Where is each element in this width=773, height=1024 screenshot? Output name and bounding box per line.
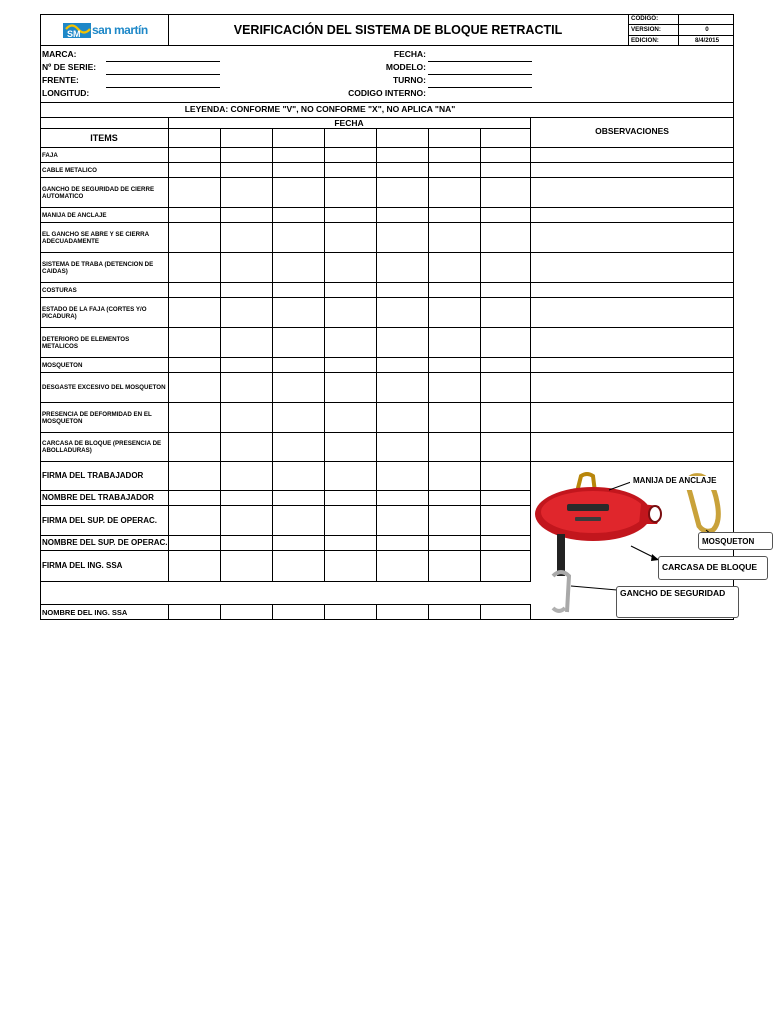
meta-edicion-value: 8/4/2015 xyxy=(694,37,720,44)
firma-trabajador-label: FIRMA DEL TRABAJADOR xyxy=(42,471,144,480)
field-turno-label: TURNO: xyxy=(392,75,426,85)
field-longitud-line[interactable] xyxy=(106,87,220,88)
field-turno-line[interactable] xyxy=(428,87,532,88)
item-faja: FAJA xyxy=(42,151,58,159)
item-deformidad-mosqueton: PRESENCIA DE DEFORMIDAD EN EL MOSQUETON xyxy=(42,410,152,425)
meta-edicion-label: EDICION: xyxy=(631,37,659,44)
callout-carcasa-bloque: CARCASA DE BLOQUE xyxy=(658,556,768,580)
observaciones-header: OBSERVACIONES xyxy=(595,126,669,136)
field-longitud-label: LONGITUD: xyxy=(42,88,90,98)
meta-codigo-label: CODIGO: xyxy=(631,15,659,22)
field-frente-line[interactable] xyxy=(106,74,220,75)
nombre-supervisor-label: NOMBRE DEL SUP. DE OPERAC. xyxy=(42,538,168,547)
fecha-header: FECHA xyxy=(334,118,364,128)
item-cable-metalico: CABLE METALICO xyxy=(42,166,97,174)
inspection-form xyxy=(40,14,758,620)
field-fecha-line[interactable] xyxy=(428,61,532,62)
item-mosqueton: MOSQUETON xyxy=(42,361,83,369)
field-marca-label: MARCA: xyxy=(42,49,77,59)
nombre-trabajador-label: NOMBRE DEL TRABAJADOR xyxy=(42,493,154,502)
item-carcasa-bloque: CARCASA DE BLOQUE (PRESENCIA DE ABOLLADURAS) xyxy=(42,440,162,454)
item-costuras: COSTURAS xyxy=(42,286,77,294)
field-serie-line[interactable] xyxy=(106,61,220,62)
form-title: VERIFICACIÓN DEL SISTEMA DE BLOQUE RETRACTIL xyxy=(233,23,563,37)
item-sistema-traba: SISTEMA DE TRABA (DETENCION DE CAIDAS) xyxy=(42,260,154,275)
field-fecha-label: FECHA: xyxy=(393,49,426,59)
item-manija-anclaje: MANIJA DE ANCLAJE xyxy=(42,211,107,219)
items-header: ITEMS xyxy=(90,133,118,143)
field-modelo-label: MODELO: xyxy=(385,62,426,72)
company-name: san martín xyxy=(92,23,148,37)
svg-text:SM: SM xyxy=(67,29,81,39)
item-desgaste-mosqueton: DESGASTE EXCESIVO DEL MOSQUETON xyxy=(42,384,166,391)
field-serie-label: Nº DE SERIE: xyxy=(42,62,97,72)
item-gancho-abre-cierra: EL GANCHO SE ABRE Y SE CIERRA ADECUADAMENTE xyxy=(42,230,149,245)
field-codigo-interno-label: CODIGO INTERNO: xyxy=(348,88,426,98)
item-gancho-seguridad: GANCHO DE SEGURIDAD DE CIERRE AUTOMATICO xyxy=(42,185,155,200)
firma-ing-ssa-label: FIRMA DEL ING. SSA xyxy=(42,560,123,570)
field-frente-label: FRENTE: xyxy=(42,75,79,85)
item-deterioro-metalicos: DETERIORO DE ELEMENTOS METALICOS xyxy=(42,335,130,350)
nombre-ing-ssa-label: NOMBRE DEL ING. SSA xyxy=(42,607,128,617)
legend-text: LEYENDA: CONFORME "V", NO CONFORME "X", NO APLICA "NA" xyxy=(184,104,456,114)
meta-version-label: VERSION: xyxy=(631,26,661,33)
field-modelo-line[interactable] xyxy=(428,74,532,75)
callout-gancho-seguridad: GANCHO DE SEGURIDAD xyxy=(616,586,739,618)
callout-mosqueton: MOSQUETON xyxy=(698,532,773,550)
callout-manija-anclaje: MANIJA DE ANCLAJE xyxy=(630,476,724,490)
firma-supervisor-label: FIRMA DEL SUP. DE OPERAC. xyxy=(42,515,157,525)
device-illustration xyxy=(531,462,758,619)
item-estado-faja: ESTADO DE LA FAJA (CORTES Y/O PICADURA) xyxy=(42,305,147,320)
meta-version-value: 0 xyxy=(705,26,709,33)
